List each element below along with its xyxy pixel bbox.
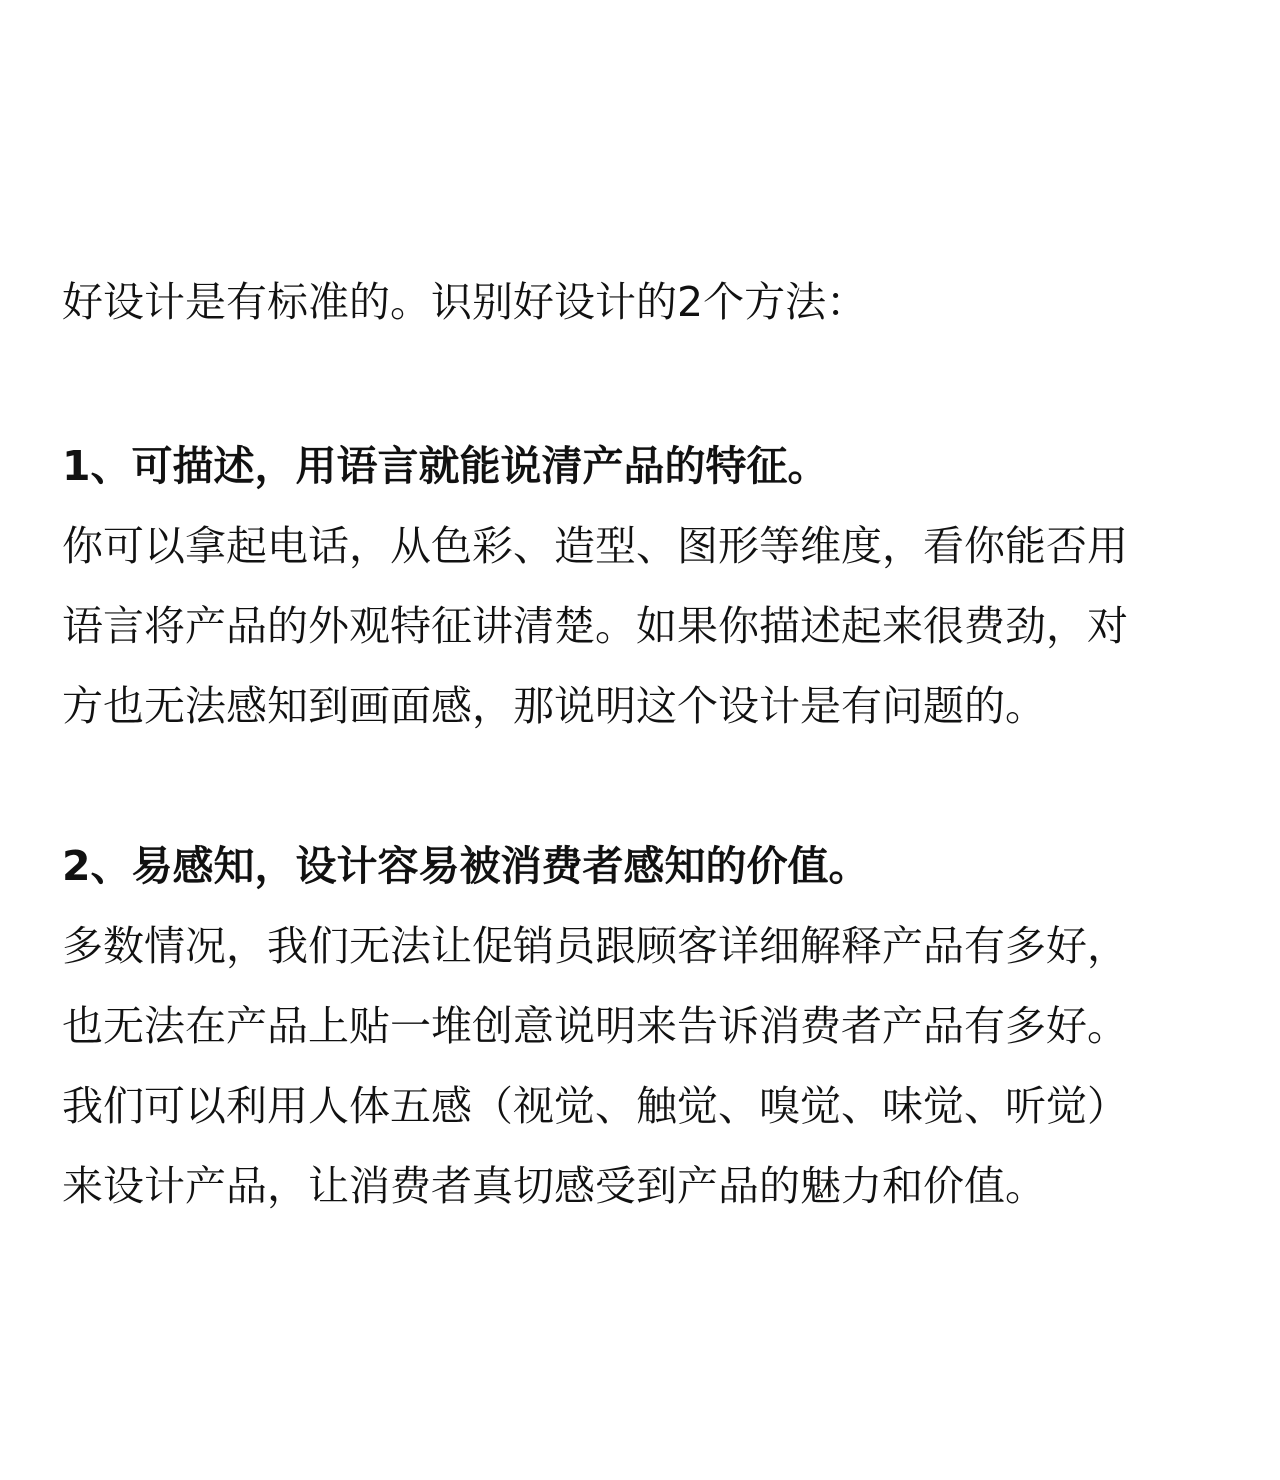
section-perceivable: [62, 826, 1232, 1226]
paragraph-line: 来设计产品，让消费者真切感受到产品的魅力和价值。: [62, 1162, 1046, 1210]
paragraph-line: 我们可以利用人体五感（视觉、触觉、嗅觉、味觉、听觉）: [62, 1082, 1128, 1130]
section-heading: 1、可描述，用语言就能说清产品的特征。: [62, 442, 829, 490]
intro-text: 好设计是有标准的。识别好设计的2个方法：: [62, 278, 868, 326]
article-body: [62, 268, 1232, 1226]
section-describable: [62, 426, 1232, 746]
paragraph-line: 多数情况，我们无法让促销员跟顾客详细解释产品有多好，: [62, 922, 1128, 970]
paragraph-line: 方也无法感知到画面感，那说明这个设计是有问题的。: [62, 682, 1046, 730]
paragraph-line: 你可以拿起电话，从色彩、造型、图形等维度，看你能否用: [62, 522, 1128, 570]
paragraph-line: 也无法在产品上贴一堆创意说明来告诉消费者产品有多好。: [62, 1002, 1128, 1050]
paragraph-line: 语言将产品的外观特征讲清楚。如果你描述起来很费劲，对: [62, 602, 1128, 650]
section-heading: 2、易感知，设计容易被消费者感知的价值。: [62, 842, 870, 890]
